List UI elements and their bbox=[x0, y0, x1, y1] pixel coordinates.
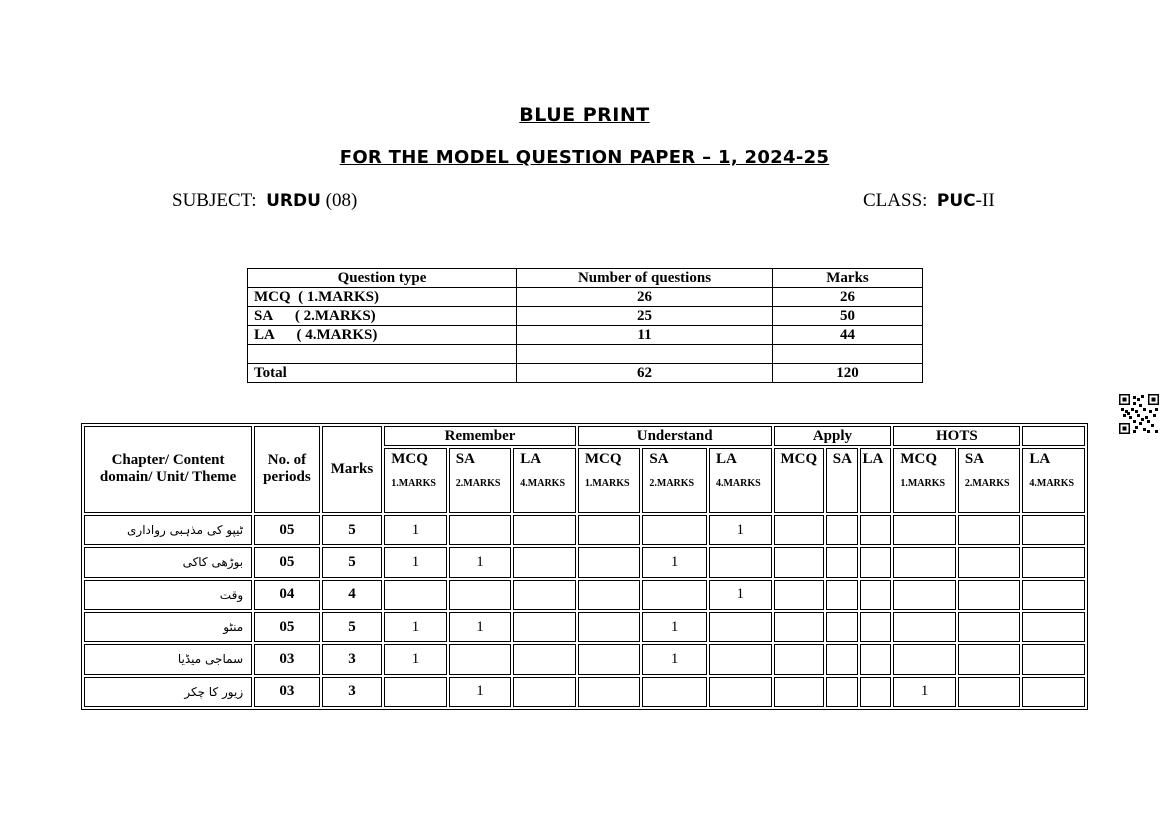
count-cell bbox=[893, 547, 956, 577]
sub-header-marks: 1.MARKS bbox=[584, 478, 630, 490]
sub-header bbox=[826, 448, 858, 513]
count-cell bbox=[774, 644, 824, 674]
summary-cell: 44 bbox=[773, 326, 923, 345]
count-cell bbox=[513, 612, 576, 642]
count-cell bbox=[860, 677, 892, 707]
count-cell bbox=[578, 515, 641, 545]
sub-header-marks: 1.MARKS bbox=[900, 478, 946, 490]
count-cell bbox=[642, 580, 707, 610]
count-cell bbox=[958, 515, 1021, 545]
sub-header bbox=[860, 448, 892, 513]
count-cell bbox=[449, 515, 512, 545]
summary-cell: 26 bbox=[773, 288, 923, 307]
count-cell bbox=[1022, 644, 1085, 674]
page-title: BLUE PRINT bbox=[519, 104, 650, 126]
count-cell bbox=[1022, 580, 1085, 610]
group-header: HOTS bbox=[893, 426, 1020, 446]
count-cell: 1 bbox=[642, 612, 707, 642]
count-cell bbox=[1022, 612, 1085, 642]
group-header bbox=[1022, 426, 1085, 446]
count-cell bbox=[642, 515, 707, 545]
summary-total-row bbox=[248, 364, 923, 383]
count-cell bbox=[578, 547, 641, 577]
count-cell bbox=[578, 644, 641, 674]
subject-line bbox=[172, 190, 357, 212]
periods-cell: 05 bbox=[254, 612, 320, 642]
count-cell bbox=[774, 612, 824, 642]
count-cell bbox=[826, 515, 858, 545]
table-row bbox=[84, 677, 1085, 707]
summary-header-cell: Question type bbox=[248, 269, 517, 288]
count-cell bbox=[384, 677, 447, 707]
table-row bbox=[84, 612, 1085, 642]
summary-cell bbox=[248, 345, 517, 364]
count-cell: 1 bbox=[709, 580, 772, 610]
summary-cell: Total bbox=[248, 364, 517, 383]
sub-header bbox=[449, 448, 512, 513]
subject-code: (08) bbox=[325, 190, 358, 211]
summary-row bbox=[248, 326, 923, 345]
count-cell bbox=[709, 547, 772, 577]
summary-cell: 50 bbox=[773, 307, 923, 326]
sub-header bbox=[513, 448, 576, 513]
periods-cell: 05 bbox=[254, 515, 320, 545]
table-row bbox=[84, 547, 1085, 577]
count-cell bbox=[826, 547, 858, 577]
summary-cell: MCQ ( 1.MARKS) bbox=[248, 288, 517, 307]
count-cell bbox=[513, 677, 576, 707]
count-cell: 1 bbox=[642, 547, 707, 577]
count-cell bbox=[513, 580, 576, 610]
chapter-cell: سماجی میڈیا bbox=[84, 644, 252, 674]
count-cell bbox=[774, 677, 824, 707]
sub-header-marks: 2.MARKS bbox=[455, 478, 501, 490]
marks-cell: 5 bbox=[322, 547, 382, 577]
summary-cell bbox=[773, 345, 923, 364]
count-cell bbox=[709, 612, 772, 642]
count-cell bbox=[826, 644, 858, 674]
count-cell bbox=[709, 644, 772, 674]
count-cell bbox=[958, 644, 1021, 674]
sub-header-label: MCQ bbox=[780, 451, 818, 468]
count-cell: 1 bbox=[384, 547, 447, 577]
count-cell bbox=[1022, 515, 1085, 545]
count-cell: 1 bbox=[642, 644, 707, 674]
sub-header bbox=[578, 448, 641, 513]
count-cell bbox=[578, 612, 641, 642]
sub-header-label: MCQ bbox=[900, 451, 937, 468]
sub-header bbox=[709, 448, 772, 513]
count-cell: 1 bbox=[384, 612, 447, 642]
page-subtitle: FOR THE MODEL QUESTION PAPER – 1, 2024-25 bbox=[339, 147, 830, 168]
summary-cell: 120 bbox=[773, 364, 923, 383]
sub-header-marks: 4.MARKS bbox=[1029, 478, 1075, 490]
periods-cell: 04 bbox=[254, 580, 320, 610]
count-cell bbox=[513, 644, 576, 674]
summary-header-cell: Number of questions bbox=[517, 269, 773, 288]
summary-row bbox=[248, 288, 923, 307]
chapter-cell: زیور کا چکر bbox=[84, 677, 252, 707]
count-cell bbox=[826, 677, 858, 707]
class-suffix: -II bbox=[975, 190, 995, 211]
summary-row bbox=[248, 307, 923, 326]
summary-cell: 25 bbox=[517, 307, 773, 326]
class-value: PUC bbox=[936, 191, 976, 211]
class-label: CLASS: bbox=[863, 190, 928, 211]
sub-header-marks: 1.MARKS bbox=[391, 478, 436, 490]
count-cell bbox=[513, 515, 576, 545]
count-cell bbox=[893, 580, 956, 610]
periods-cell: 03 bbox=[254, 644, 320, 674]
count-cell bbox=[860, 515, 892, 545]
count-cell: 1 bbox=[709, 515, 772, 545]
class-line bbox=[863, 190, 995, 212]
sub-header-label: LA bbox=[715, 451, 737, 468]
sub-header-label: SA bbox=[964, 451, 985, 468]
summary-header-row bbox=[248, 269, 923, 288]
sub-header-label: MCQ bbox=[391, 451, 428, 468]
table-row bbox=[84, 644, 1085, 674]
group-header: Apply bbox=[774, 426, 892, 446]
count-cell bbox=[958, 612, 1021, 642]
group-header-row bbox=[84, 426, 1085, 446]
summary-row bbox=[248, 345, 923, 364]
count-cell bbox=[774, 580, 824, 610]
count-cell bbox=[709, 677, 772, 707]
count-cell bbox=[578, 580, 641, 610]
sub-header bbox=[642, 448, 707, 513]
count-cell bbox=[826, 612, 858, 642]
count-cell bbox=[860, 612, 892, 642]
marks-cell: 4 bbox=[322, 580, 382, 610]
count-cell bbox=[513, 547, 576, 577]
table-row bbox=[84, 580, 1085, 610]
sub-header bbox=[893, 448, 956, 513]
sub-header-label: LA bbox=[862, 451, 884, 468]
sub-header bbox=[774, 448, 824, 513]
count-cell bbox=[774, 547, 824, 577]
count-cell bbox=[774, 515, 824, 545]
chapter-cell: بوڑھی کاکی bbox=[84, 547, 252, 577]
count-cell bbox=[958, 580, 1021, 610]
summary-cell: 26 bbox=[517, 288, 773, 307]
count-cell: 1 bbox=[893, 677, 956, 707]
count-cell: 1 bbox=[449, 677, 512, 707]
count-cell bbox=[893, 515, 956, 545]
count-cell bbox=[893, 644, 956, 674]
summary-cell: SA ( 2.MARKS) bbox=[248, 307, 517, 326]
marks-cell: 3 bbox=[322, 644, 382, 674]
sub-header bbox=[384, 448, 447, 513]
count-cell bbox=[893, 612, 956, 642]
count-cell bbox=[578, 677, 641, 707]
marks-cell: 3 bbox=[322, 677, 382, 707]
summary-cell: LA ( 4.MARKS) bbox=[248, 326, 517, 345]
count-cell bbox=[1022, 677, 1085, 707]
sub-header bbox=[1022, 448, 1085, 513]
chapter-cell: منٹو bbox=[84, 612, 252, 642]
subject-label: SUBJECT: bbox=[172, 190, 257, 211]
periods-cell: 03 bbox=[254, 677, 320, 707]
summary-header-cell: Marks bbox=[773, 269, 923, 288]
sub-header-marks: 4.MARKS bbox=[715, 478, 761, 490]
count-cell: 1 bbox=[449, 547, 512, 577]
count-cell bbox=[449, 580, 512, 610]
sub-header-label: SA bbox=[832, 451, 852, 468]
count-cell bbox=[958, 677, 1021, 707]
summary-table bbox=[247, 268, 923, 383]
count-cell bbox=[449, 644, 512, 674]
count-cell: 1 bbox=[449, 612, 512, 642]
count-cell bbox=[826, 580, 858, 610]
marks-header: Marks bbox=[322, 426, 382, 513]
summary-cell bbox=[517, 345, 773, 364]
chapter-cell: وقت bbox=[84, 580, 252, 610]
count-cell: 1 bbox=[384, 515, 447, 545]
summary-cell: 11 bbox=[517, 326, 773, 345]
qr-code-icon bbox=[1119, 394, 1159, 434]
periods-header: No. of periods bbox=[254, 426, 320, 513]
sub-header bbox=[958, 448, 1021, 513]
count-cell bbox=[860, 547, 892, 577]
group-header: Understand bbox=[578, 426, 772, 446]
count-cell bbox=[642, 677, 707, 707]
sub-header-marks: 4.MARKS bbox=[520, 478, 566, 490]
summary-cell: 62 bbox=[517, 364, 773, 383]
sub-header-label: MCQ bbox=[584, 451, 622, 468]
sub-header-label: SA bbox=[649, 451, 669, 468]
sub-header-label: SA bbox=[455, 451, 475, 468]
sub-header-marks: 2.MARKS bbox=[964, 478, 1010, 490]
sub-header-marks: 2.MARKS bbox=[649, 478, 695, 490]
chapter-cell: ٹیپو کی مذہبی رواداری bbox=[84, 515, 252, 545]
table-row bbox=[84, 515, 1085, 545]
chapter-header: Chapter/ Content domain/ Unit/ Theme bbox=[84, 426, 252, 513]
sub-header-label: LA bbox=[1029, 451, 1051, 468]
periods-cell: 05 bbox=[254, 547, 320, 577]
count-cell bbox=[384, 580, 447, 610]
count-cell bbox=[860, 644, 892, 674]
group-header: Remember bbox=[384, 426, 576, 446]
count-cell: 1 bbox=[384, 644, 447, 674]
count-cell bbox=[860, 580, 892, 610]
count-cell bbox=[958, 547, 1021, 577]
count-cell bbox=[1022, 547, 1085, 577]
blueprint-table bbox=[81, 423, 1088, 710]
subject-value: URDU bbox=[266, 191, 321, 211]
sub-header-label: LA bbox=[520, 451, 542, 468]
marks-cell: 5 bbox=[322, 612, 382, 642]
marks-cell: 5 bbox=[322, 515, 382, 545]
